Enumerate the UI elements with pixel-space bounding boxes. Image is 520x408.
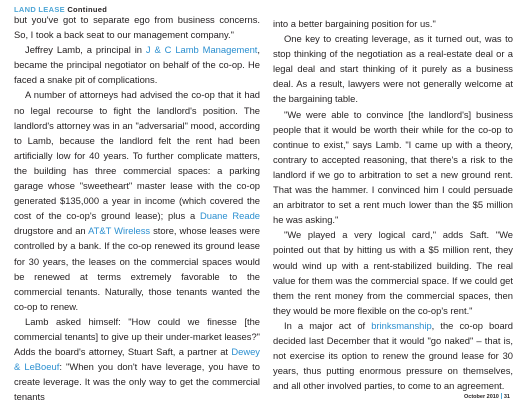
text-run: into a better bargaining position for us." — [273, 18, 436, 29]
paragraph — [273, 31, 513, 106]
paragraph — [14, 42, 260, 87]
left-column — [14, 12, 260, 404]
text-run: store, whose leases were controlled by a bank. If the co-op renewed its ground lease for 30 years, the leases on the commercial spaces would be renewed at terms extremely favorable to the commercial tenants. Naturally, those tenants wanted the co-op to renew. — [14, 225, 260, 312]
paragraph — [14, 12, 260, 42]
paragraph — [273, 227, 513, 318]
text-run: but you've got to separate ego from business concerns. So, I took a back seat to our management company." — [14, 14, 260, 41]
paragraph — [14, 87, 260, 313]
text-run: drugstore and an — [14, 225, 89, 237]
text-run: In a major act of — [284, 319, 372, 331]
section-label: LAND LEASE — [14, 5, 65, 14]
text-run: , became the principal negotiator on behalf of the co-op. He faced a snake pit of complications. — [14, 44, 260, 86]
inline-link[interactable]: AT&T Wireless — [88, 225, 151, 237]
text-run: : "When you don't have leverage, you have to create leverage. It was the only way to get the commercial tenants — [14, 361, 260, 403]
paragraph — [273, 107, 513, 228]
continued-label: Continued — [67, 5, 108, 14]
page-number: 31 — [503, 394, 510, 400]
inline-link[interactable]: brinksmanship — [371, 319, 432, 331]
text-run: One key to creating leverage, as it turned out, was to stop thinking of the negotiation as a real-estate deal or a legal deal and start thinking of it purely as a business deal. As a result, lawyers were not generally welcome at the bargaining table. — [273, 33, 513, 105]
text-run: A number of attorneys had advised the co-op that it had no legal recourse to fight the landlord's position. The landlord's attorney was in an "adversarial" mood, according to Lamb, because the landlord felt the rent had been artificially low for 40 years. To further complicate matters, the building has three commercial spaces: a parking garage whose "sweetheart" master lease with the co-op generated $135,000 a year in income (which covered the cost of the co-op's ground lease); plus a — [14, 89, 260, 222]
issue-date: October 2010 — [464, 394, 499, 400]
text-run: Jeffrey Lamb, a principal in — [25, 44, 146, 56]
right-column — [273, 16, 513, 393]
paragraph — [273, 318, 513, 393]
page-folio — [464, 393, 510, 400]
folio-separator — [501, 393, 502, 399]
text-run: "We were able to convince [the landlord's] business people that it would be worth their while for the co-op to continue to exist," says Lamb. "I came up with a theory, contrary to accepted reasoning, that there's a risk to the landlord if we go to arbitration to set a new ground rent. That was the hammer. I convinced him I could persuade an arbitrator to set a rent much lower than the $5 million he was asking." — [273, 108, 513, 226]
inline-link[interactable]: J & C Lamb Management — [145, 44, 258, 56]
paragraph — [14, 314, 260, 405]
text-run: , the co-op board decided last December that it would "go naked" – that is, not exercise its option to renew the ground lease for 30 years, thus putting enormous pressure on themselves, and all other involved parties, to come to an agreement. — [273, 319, 513, 392]
text-run: "We played a very logical card," adds Saft. "We pointed out that by hitting us with a $5 million rent, they would wind up with a rent-stabilized building. The real value for them was the commercial space. If we could get them the rent money from the commercial spaces, then they would be more flexible on the co-op's rent." — [273, 229, 513, 316]
paragraph — [273, 16, 513, 31]
text-run: Lamb asked himself: "How could we finesse [the commercial tenants] to give up their under-market leases?" Adds the board's attorney, Stuart Saft, a partner at — [14, 315, 260, 358]
inline-link[interactable]: Dewey & LeBoeuf — [14, 346, 260, 373]
inline-link[interactable]: Duane Reade — [199, 210, 261, 222]
